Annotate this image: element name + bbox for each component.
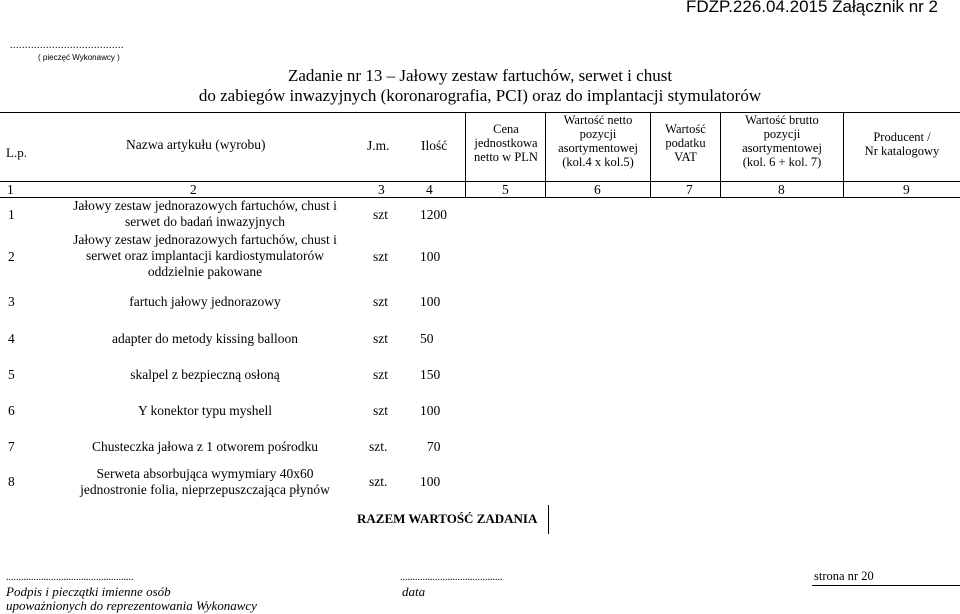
header-net-value: Wartość netto pozycji asortymentowej (kol.4 x kol.5) [558, 113, 638, 169]
row-8-name: Serweta absorbująca wymymiary 40x60 jednostronie folia, nieprzepuszczająca płynów [80, 466, 330, 497]
total-row-border [548, 505, 549, 534]
row-3-name: fartuch jałowy jednorazowy [129, 294, 281, 309]
row-3-lp: 3 [8, 294, 15, 309]
col-number-8: 8 [778, 182, 785, 197]
row-6-name: Y konektor typu myshell [137, 403, 273, 418]
row-5-name: skalpel z bezpieczną osłoną [130, 367, 280, 382]
row-5-lp: 5 [8, 367, 15, 382]
col-number-1: 1 [7, 182, 14, 197]
col-number-4: 4 [426, 182, 433, 197]
row-1-jm: szt [373, 207, 388, 222]
date-dots: ......................................... [400, 572, 503, 583]
seal-caption: ( pieczęć Wykonawcy ) [38, 53, 120, 62]
row-5-jm: szt [373, 367, 388, 382]
col-number-2: 2 [190, 182, 197, 197]
row-6-qty: 100 [420, 403, 441, 418]
title-line-1: Zadanie nr 13 – Jałowy zestaw fartuchów, serwet i chust [287, 66, 673, 85]
col-number-9: 9 [903, 182, 910, 197]
page-number: strona nr 20 [814, 569, 874, 583]
row-7-lp: 7 [8, 439, 15, 454]
signature-caption-1: Podpis i pieczątki imienne osób [6, 584, 171, 599]
total-label: RAZEM WARTOŚĆ ZADANIA [357, 511, 538, 526]
seal-dots: ...................................... [10, 40, 124, 51]
row-4-name: adapter do metody kissing balloon [112, 331, 298, 346]
header-qty: Ilość [421, 138, 448, 153]
col-number-5: 5 [502, 182, 509, 197]
document-reference: FDZP.226.04.2015 Załącznik nr 2 [686, 0, 938, 16]
header-lp: L.p. [6, 145, 27, 160]
col-number-7: 7 [686, 182, 693, 197]
header-divider [0, 181, 960, 182]
row-7-jm: szt. [369, 439, 388, 454]
signature-dots: ................................................... [6, 572, 134, 583]
header-gross-value: Wartość brutto pozycji asortymentowej (kol. 6 + kol. 7) [742, 113, 822, 169]
row-4-jm: szt [373, 331, 388, 346]
row-6-lp: 6 [8, 403, 15, 418]
row-1-name: Jałowy zestaw jednorazowych fartuchów, chust i serwet do badań inwazyjnych [73, 198, 337, 229]
row-7-qty: 70 [427, 439, 441, 454]
col-number-3: 3 [378, 182, 385, 197]
row-1-lp: 1 [8, 207, 15, 222]
row-2-qty: 100 [420, 249, 441, 264]
row-4-qty: 50 [420, 331, 434, 346]
col-number-6: 6 [594, 182, 601, 197]
row-5-qty: 150 [420, 367, 441, 382]
row-4-lp: 4 [8, 331, 15, 346]
row-6-jm: szt [373, 403, 388, 418]
title-line-2: do zabiegów inwazyjnych (koronarografia, PCI) oraz do implantacji stymulatorów [198, 86, 762, 105]
row-7-name: Chusteczka jałowa z 1 otworem pośrodku [91, 439, 319, 454]
header-price: Cena jednostkowa netto w PLN [474, 122, 538, 164]
header-name: Nazwa artykułu (wyrobu) [126, 137, 266, 152]
signature-caption-2: upoważnionych do reprezentowania Wykonawcy [6, 598, 257, 613]
row-8-lp: 8 [8, 474, 15, 489]
row-3-jm: szt [373, 294, 388, 309]
header-producer: Producent / Nr katalogowy [864, 130, 940, 158]
row-1-qty: 1200 [420, 207, 447, 222]
row-8-qty: 100 [420, 474, 441, 489]
row-2-jm: szt [373, 249, 388, 264]
row-2-lp: 2 [8, 249, 15, 264]
header-vat: Wartość podatku VAT [665, 122, 706, 164]
row-8-jm: szt. [369, 474, 388, 489]
page-number-underline [812, 585, 960, 586]
row-3-qty: 100 [420, 294, 441, 309]
date-caption: data [402, 584, 426, 599]
row-2-name: Jałowy zestaw jednorazowych fartuchów, chust i serwet oraz implantacji kardiostymulatorów oddzielnie pakowane [73, 232, 337, 279]
header-jm: J.m. [367, 138, 390, 153]
